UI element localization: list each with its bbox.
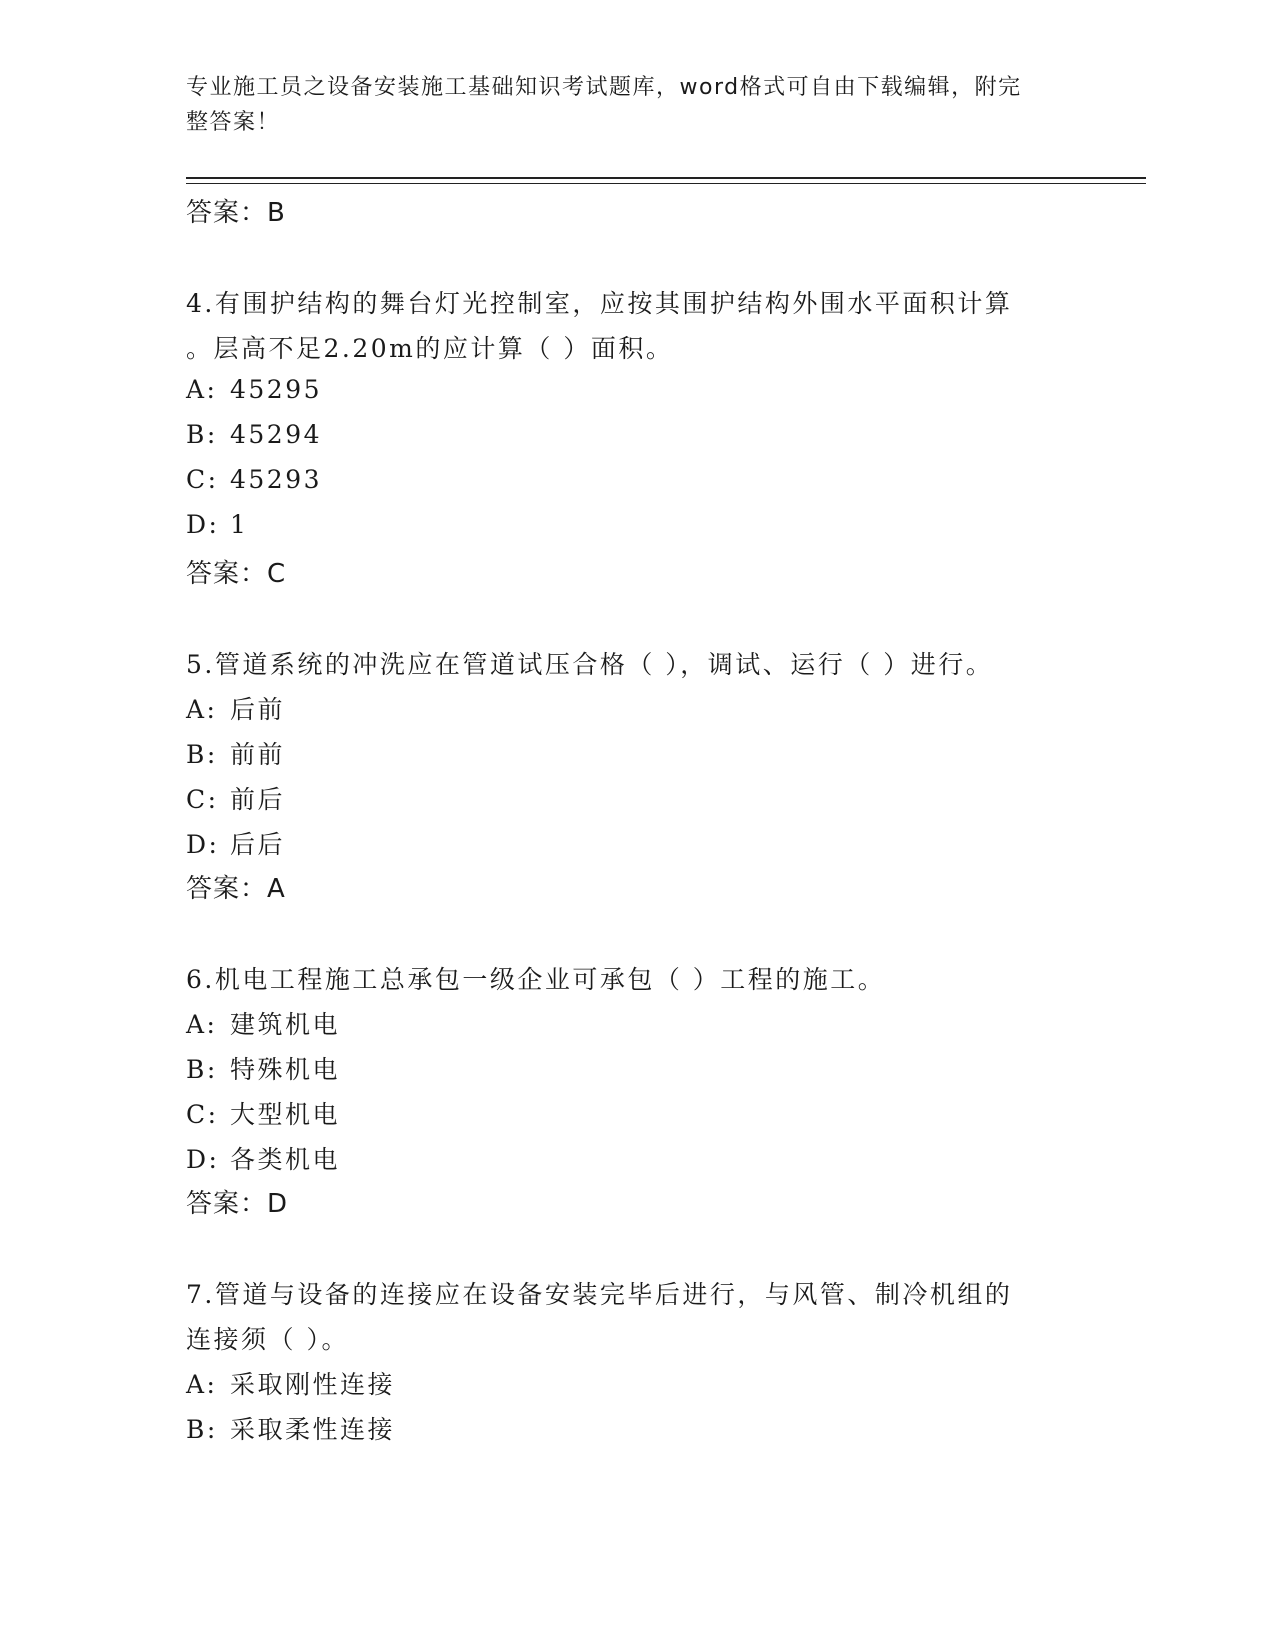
option-key: D: — [186, 1145, 220, 1174]
question-7-option-a — [186, 1365, 395, 1401]
option-text: 后后 — [230, 830, 286, 859]
option-text: 采取刚性连接 — [230, 1370, 396, 1399]
option-key: C: — [186, 785, 219, 814]
question-7-stem-line-2: 连接须（ ）。 — [186, 1325, 349, 1354]
option-key: B: — [186, 420, 218, 449]
question-5-stem-line-1: 5.管道系统的冲洗应在管道试压合格（ ），调试、运行（ ）进行。 — [186, 650, 994, 679]
option-text: 45294 — [230, 420, 323, 449]
option-text: 后前 — [230, 695, 286, 724]
option-key: B: — [186, 1055, 218, 1084]
question-7-option-b — [186, 1410, 395, 1446]
option-key: A: — [186, 1010, 218, 1039]
option-key: C: — [186, 465, 219, 494]
question-4-option-b — [186, 420, 322, 449]
question-4-option-d — [186, 510, 248, 539]
answer-prev: 答案：B — [186, 198, 286, 228]
question-6-stem-line-1: 6.机电工程施工总承包一级企业可承包（ ）工程的施工。 — [186, 965, 886, 994]
question-4-stem-line-1: 4.有围护结构的舞台灯光控制室，应按其围护结构外围水平面积计算 — [186, 289, 1013, 318]
question-7-stem-line-1: 7.管道与设备的连接应在设备安装完毕后进行，与风管、制冷机组的 — [186, 1280, 1013, 1309]
header-divider-thick — [186, 177, 1146, 179]
option-text: 建筑机电 — [230, 1010, 341, 1039]
option-key: C: — [186, 1100, 219, 1129]
option-text: 特殊机电 — [230, 1055, 341, 1084]
question-6-option-b — [186, 1050, 340, 1086]
question-5-option-b — [186, 735, 285, 771]
question-5-option-d — [186, 825, 285, 861]
option-key: B: — [186, 740, 218, 769]
option-key: A: — [186, 1370, 218, 1399]
option-key: A: — [186, 375, 218, 404]
question-6-option-c — [186, 1095, 340, 1131]
question-4-option-c — [186, 465, 322, 494]
option-text: 各类机电 — [230, 1145, 341, 1174]
header-divider-thin — [186, 183, 1146, 184]
option-key: B: — [186, 1415, 218, 1444]
question-4-option-a — [186, 375, 322, 404]
question-6-option-d — [186, 1140, 340, 1176]
page-header — [186, 70, 1066, 140]
option-key: A: — [186, 695, 218, 724]
question-5-option-a — [186, 690, 285, 726]
option-text: 大型机电 — [230, 1100, 341, 1129]
header-title-line-1: 专业施工员之设备安装施工基础知识考试题库，word格式可自由下载编辑，附完 — [186, 75, 1022, 100]
header-title-line-2: 整答案！ — [186, 110, 281, 135]
option-key: D: — [186, 830, 220, 859]
question-5-answer: 答案：A — [186, 874, 286, 904]
option-text: 1 — [230, 510, 249, 539]
question-4-answer: 答案：C — [186, 559, 287, 589]
option-text: 45293 — [230, 465, 323, 494]
option-text: 采取柔性连接 — [230, 1415, 396, 1444]
question-6-answer: 答案：D — [186, 1189, 289, 1219]
option-text: 45295 — [230, 375, 323, 404]
question-5-option-c — [186, 780, 285, 816]
option-text: 前后 — [230, 785, 286, 814]
option-text: 前前 — [230, 740, 286, 769]
option-key: D: — [186, 510, 220, 539]
question-6-option-a — [186, 1005, 340, 1041]
question-4-stem-line-2: 。层高不足2.20m的应计算（ ）面积。 — [186, 334, 674, 363]
